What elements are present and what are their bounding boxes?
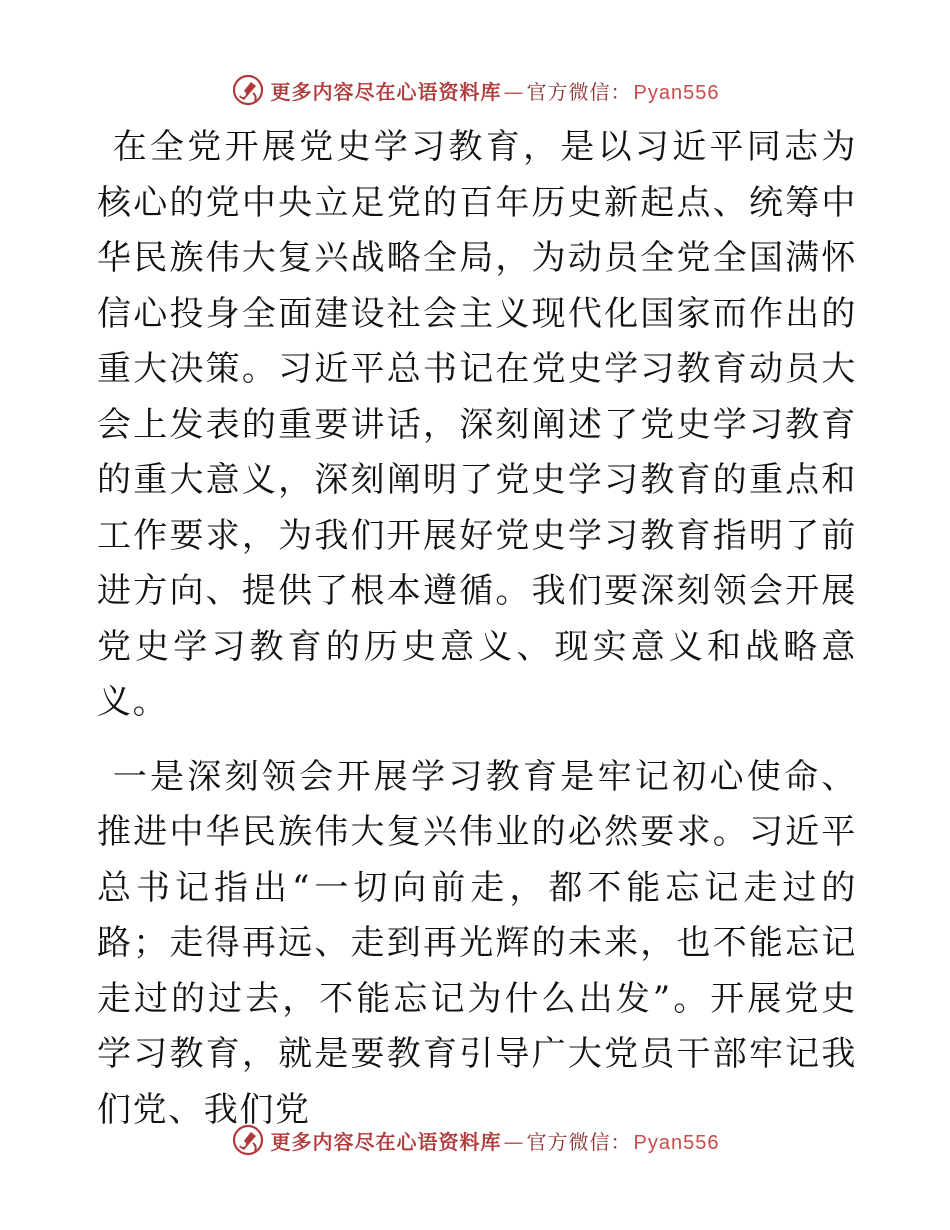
banner-text (271, 76, 720, 105)
banner-sub-text: 官方微信： (526, 79, 632, 104)
brand-logo-icon (231, 73, 265, 107)
banner-wechat-id: Pyan556 (633, 81, 720, 104)
banner-text (271, 1126, 720, 1155)
banner-dash: — (503, 79, 525, 104)
document-body (97, 120, 857, 1138)
banner-wechat-id: Pyan556 (633, 1131, 720, 1154)
brand-logo-icon (231, 1123, 265, 1157)
header-banner (0, 70, 950, 110)
footer-banner (0, 1120, 950, 1160)
banner-main-text: 更多内容尽在心语资料库 (270, 79, 502, 104)
paragraph-2: 一是深刻领会开展学习教育是牢记初心使命、推进中华民族伟大复兴伟业的必然要求。习近平总书记指出“一切向前走，都不能忘记走过的路；走得再远、走到再光辉的未来，也不能忘记走过的过去，不能忘记为什么出发”。开展党史学习教育，就是要教育引导广大党员干部牢记我们党、我们党 (97, 756, 857, 1130)
banner-dash: — (503, 1129, 525, 1154)
banner-main-text: 更多内容尽在心语资料库 (270, 1129, 502, 1154)
banner-sub-text: 官方微信： (526, 1129, 632, 1154)
paragraph-1: 在全党开展党史学习教育，是以习近平同志为核心的党中央立足党的百年历史新起点、统筹中华民族伟大复兴战略全局，为动员全党全国满怀信心投身全面建设社会主义现代化国家而作出的重大决策。习近平总书记在党史学习教育动员大会上发表的重要讲话，深刻阐述了党史学习教育的重大意义，深刻阐明了党史学习教育的重点和工作要求，为我们开展好党史学习教育指明了前进方向、提供了根本遵循。我们要深刻领会开展党史学习教育的历史意义、现实意义和战略意义。 (97, 127, 857, 722)
